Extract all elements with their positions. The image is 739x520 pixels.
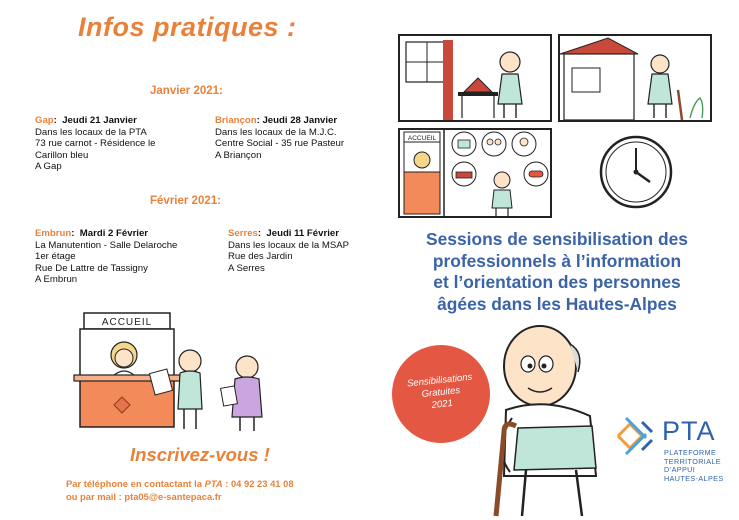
badge-line: 2021 xyxy=(431,397,454,412)
pta-sub-line: HAUTES-ALPES xyxy=(664,473,724,483)
elder-body xyxy=(648,74,672,104)
pta-logo-mark-icon xyxy=(612,412,660,460)
session-date: Jeudi 21 Janvier xyxy=(62,115,137,126)
session-line: Carillon bleu xyxy=(35,149,89,161)
session-line: Dans les locaux de la MSAP xyxy=(228,239,350,251)
contact-phone-prefix: Par téléphone en contactant la xyxy=(66,478,205,489)
table-top xyxy=(458,92,498,96)
man-pupil xyxy=(542,364,547,369)
reception-illustration xyxy=(72,305,287,435)
man-pupil xyxy=(528,364,533,369)
clock-icon xyxy=(598,134,674,210)
comic-panel-house xyxy=(558,34,712,122)
man-eye xyxy=(539,356,553,372)
session-briancon xyxy=(215,115,385,161)
visitor-man-body xyxy=(178,371,202,409)
session-date: Mardi 2 Février xyxy=(79,228,149,239)
pta-logo-subtitle xyxy=(664,449,724,483)
family-person xyxy=(487,139,493,145)
session-line: 1er étage xyxy=(35,251,76,263)
session-line: A Gap xyxy=(35,161,62,173)
session-serres xyxy=(228,228,388,274)
badge-text xyxy=(390,370,491,416)
page-title: Infos pratiques : xyxy=(78,12,297,42)
accueil-sign-text: ACCUEIL xyxy=(407,135,437,142)
january-heading: Janvier 2021: xyxy=(150,85,223,97)
session-line: Rue De Lattre de Tassigny xyxy=(35,262,148,274)
accueil-sign-text: ACCUEIL xyxy=(101,317,153,328)
inscrivez-heading: Inscrivez-vous ! xyxy=(130,444,270,465)
pta-logo-text: PTA xyxy=(662,416,716,446)
session-line: Rue des Jardin xyxy=(228,251,293,263)
pta-sub-line: PLATEFORME xyxy=(664,448,717,457)
session-date: Jeudi 28 Janvier xyxy=(262,115,338,126)
session-line: Dans les locaux de la M.J.C. xyxy=(215,126,337,138)
hospital-building xyxy=(458,140,470,148)
headline-line: et l’orientation des personnes xyxy=(433,272,681,292)
session-date-prefix: : xyxy=(53,115,63,126)
session-date: Jeudi 11 Février xyxy=(266,228,339,239)
contact-mail[interactable]: ou par mail : pta05@e-santepaca.fr xyxy=(66,491,222,502)
elderly-man-illustration xyxy=(488,318,620,518)
contact-phone-org: PTA xyxy=(204,478,223,489)
session-date-prefix: : xyxy=(256,115,263,126)
pill xyxy=(529,171,543,177)
elder-body xyxy=(492,190,512,208)
comic-panel-accueil xyxy=(398,128,552,218)
reception-desk xyxy=(404,172,440,214)
headline xyxy=(398,229,716,315)
car-body xyxy=(456,172,472,178)
doctor-head xyxy=(520,138,528,146)
family-person xyxy=(495,139,501,145)
clock-center xyxy=(634,170,639,175)
session-date-prefix: : xyxy=(71,228,80,239)
session-line: A Embrun xyxy=(35,274,78,286)
curtain xyxy=(443,40,453,120)
elder-head xyxy=(494,172,510,188)
house-window xyxy=(572,68,600,92)
session-gap xyxy=(35,115,205,173)
february-heading: Février 2021: xyxy=(150,195,221,207)
session-city: Briançon xyxy=(215,115,257,126)
session-city: Embrun xyxy=(35,228,72,239)
headline-line: Sessions de sensibilisation des xyxy=(426,229,688,249)
elder-head xyxy=(651,55,669,73)
family-icon xyxy=(482,132,506,156)
session-date-prefix: : xyxy=(257,228,267,239)
elder-body xyxy=(498,74,522,104)
contact-phone-number[interactable]: : 04 92 23 41 08 xyxy=(222,478,294,489)
headline-line: âgées dans les Hautes-Alpes xyxy=(437,293,677,314)
pta-sub-line: D’APPUI xyxy=(664,465,696,475)
man-vest xyxy=(514,426,596,470)
session-line: A Serres xyxy=(228,262,265,274)
headline-line: professionnels à l’information xyxy=(432,250,682,271)
session-city: Serres xyxy=(228,228,258,239)
free-badge xyxy=(392,345,490,443)
session-line: Centre Social - 35 rue Pasteur xyxy=(215,138,345,150)
paper-icon xyxy=(221,386,238,406)
session-line: Dans les locaux de la PTA xyxy=(35,126,147,138)
badge-line: Gratuites xyxy=(421,385,461,400)
session-city: Gap xyxy=(35,115,54,126)
visitor-woman-head xyxy=(236,356,258,378)
man-eye xyxy=(521,356,535,372)
receptionist-head xyxy=(414,152,430,168)
session-line: La Manutention - Salle Delaroche xyxy=(35,239,178,251)
logo-stroke xyxy=(618,424,642,448)
contact-info xyxy=(66,477,294,503)
comic-panel-interior xyxy=(398,34,552,122)
session-line: A Briançon xyxy=(215,149,262,161)
session-embrun xyxy=(35,228,215,286)
visitor-man-head xyxy=(179,350,201,372)
session-line: 73 rue carnot - Résidence le xyxy=(35,138,156,150)
badge-line: Sensibilisations xyxy=(406,371,473,390)
pta-sub-line: TERRITORIALE xyxy=(664,456,721,466)
receptionist-face xyxy=(115,349,133,367)
elder-head xyxy=(500,52,520,72)
